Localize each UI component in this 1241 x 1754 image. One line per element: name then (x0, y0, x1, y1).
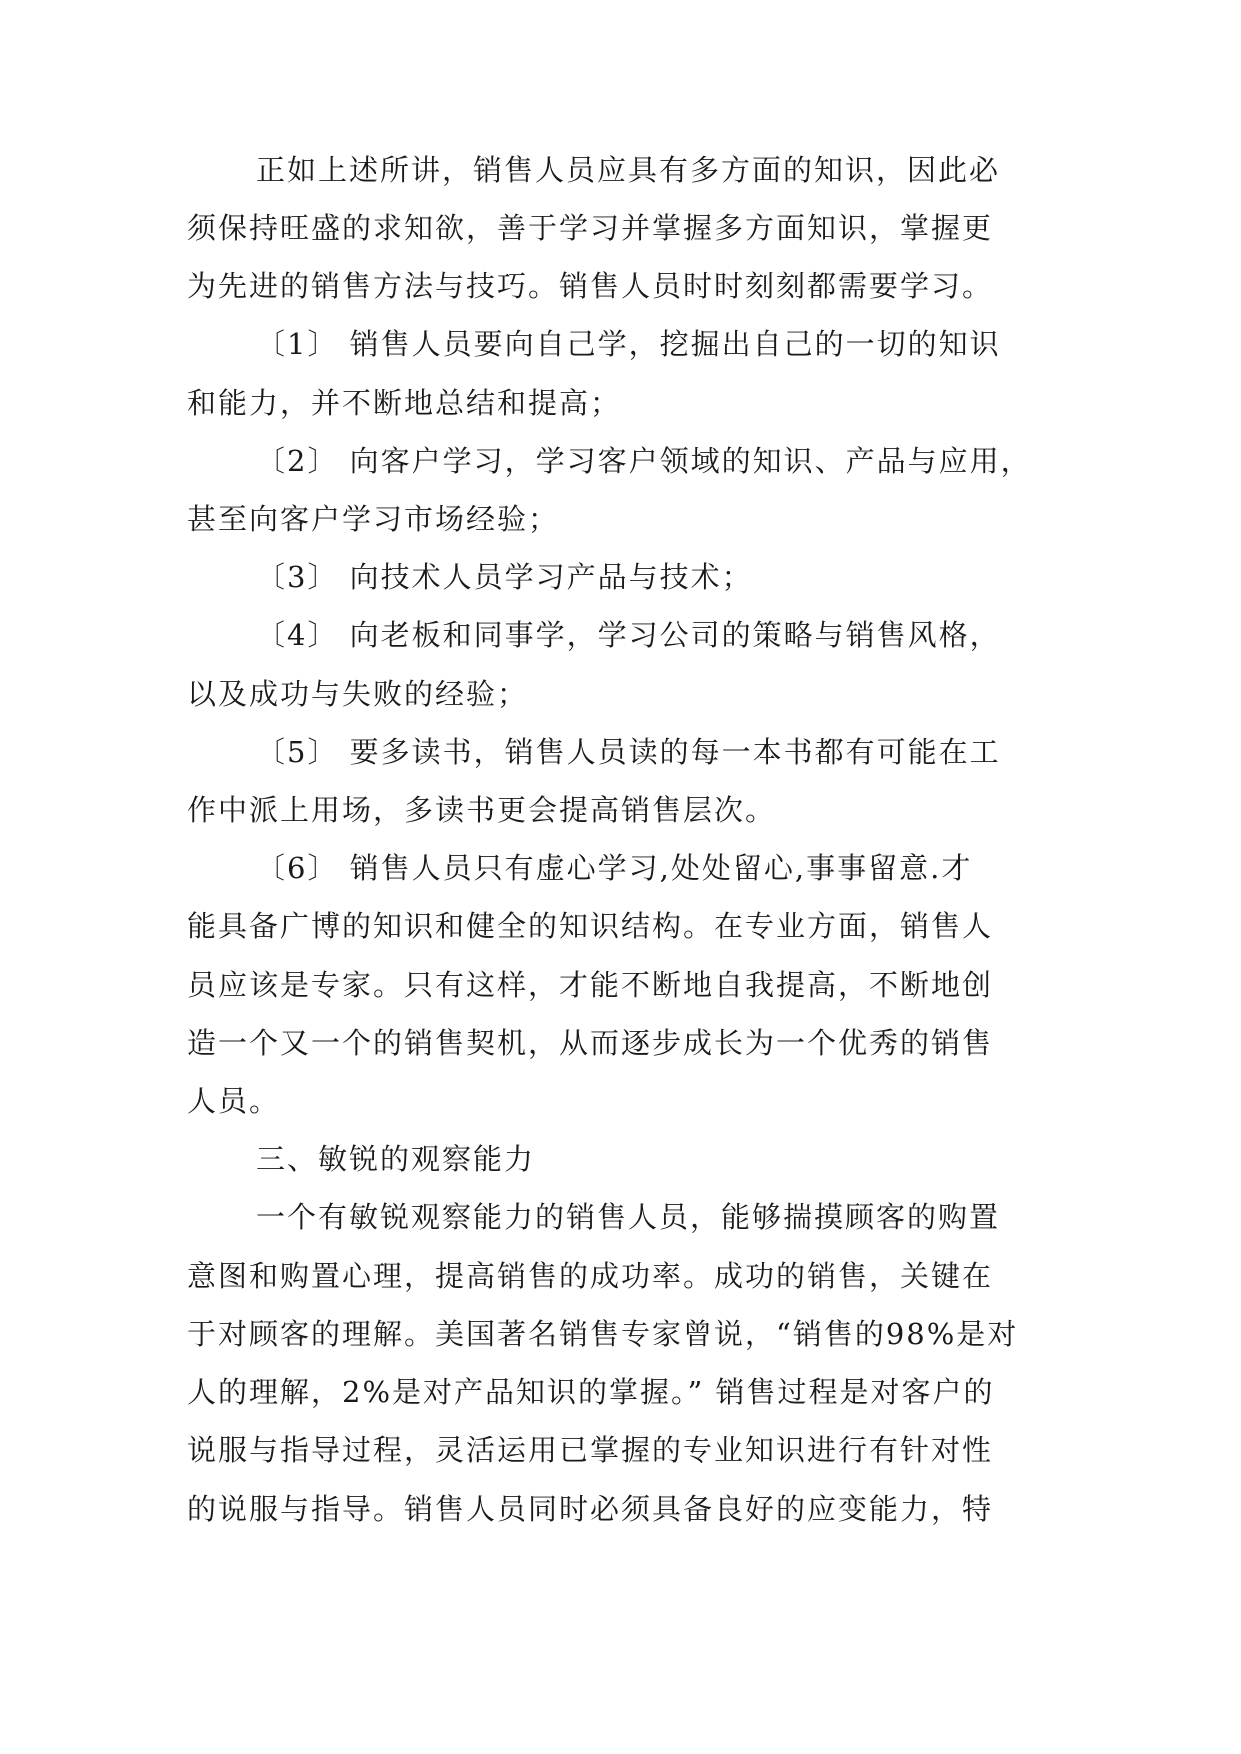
text-line: 〔1〕 销售人员要向自己学，挖掘出自己的一切的知识 (256, 327, 1001, 361)
text-line: 正如上述所讲，销售人员应具有多方面的知识，因此必 (256, 153, 1001, 187)
text-line: 〔6〕 销售人员只有虚心学习,处处留心,事事留意.才 (256, 851, 973, 885)
text-line: 人员。 (187, 1084, 281, 1118)
text-line: 和能力，并不断地总结和提高； (187, 386, 622, 420)
section-heading: 三、敏锐的观察能力 (256, 1142, 536, 1176)
text-line: 造一个又一个的销售契机，从而逐步成长为一个优秀的销售 (187, 1026, 994, 1060)
text-line: 的说服与指导。销售人员同时必须具备良好的应变能力，特 (187, 1492, 994, 1526)
text-line: 以及成功与失败的经验； (187, 677, 529, 711)
text-line: 意图和购置心理，提高销售的成功率。成功的销售，关键在 (187, 1259, 994, 1293)
text-line: 〔4〕 向老板和同事学，学习公司的策略与销售风格， (256, 618, 1001, 652)
text-line: 甚至向客户学习市场经验； (187, 502, 560, 536)
text-line: 说服与指导过程，灵活运用已掌握的专业知识进行有针对性 (187, 1433, 994, 1467)
text-line: 于对顾客的理解。美国著名销售专家曾说，“销售的98%是对 (187, 1317, 1019, 1351)
text-line: 作中派上用场，多读书更会提高销售层次。 (187, 793, 777, 827)
text-line: 人的理解，2%是对产品知识的掌握。” 销售过程是对客户的 (187, 1375, 995, 1409)
text-line: 〔3〕 向技术人员学习产品与技术； (256, 560, 753, 594)
text-line: 一个有敏锐观察能力的销售人员，能够揣摸顾客的购置 (256, 1200, 1001, 1234)
text-line: 能具备广博的知识和健全的知识结构。在专业方面，销售人 (187, 909, 994, 943)
text-line: 〔2〕 向客户学习，学习客户领域的知识、产品与应用， (256, 444, 1032, 478)
text-line: 须保持旺盛的求知欲，善于学习并掌握多方面知识，掌握更 (187, 211, 994, 245)
text-line: 为先进的销售方法与技巧。销售人员时时刻刻都需要学习。 (187, 269, 994, 303)
text-line: 〔5〕 要多读书，销售人员读的每一本书都有可能在工 (256, 735, 1001, 769)
text-line: 员应该是专家。只有这样，才能不断地自我提高，不断地创 (187, 968, 994, 1002)
